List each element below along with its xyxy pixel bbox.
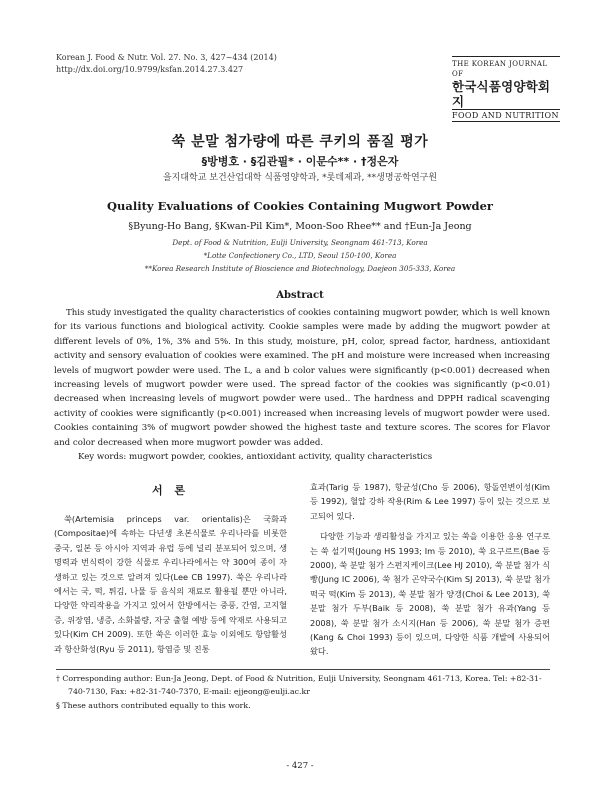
brand-en-top: THE KOREAN JOURNAL OF	[452, 60, 548, 78]
brand-bottom-rule	[452, 121, 560, 122]
keywords: Key words: mugwort powder, cookies, antioxidant activity, quality characteristics	[78, 452, 433, 463]
journal-brand	[452, 56, 560, 122]
authors-english: §Byung-Ho Bang, §Kwan-Pil Kim*, Moon-Soo Rhee** and †Eun-Ja Jeong	[128, 221, 472, 232]
journal-reference	[56, 52, 277, 76]
body-column-right	[310, 480, 550, 659]
brand-en-bottom: FOOD AND NUTRITION	[452, 111, 559, 120]
footnote-divider	[56, 669, 550, 670]
footnote-corresponding-author: † Corresponding author: Eun-Ja Jeong, Dept. of Food & Nutrition, Eulji University, Seongnam 461-713, Korea. Tel: +82-31-	[56, 674, 542, 683]
intro-paragraph-2: 다양한 기능과 생리활성을 가지고 있는 쑥을 이용한 응용 연구로는 쑥 설기떡(Joung HS 1993; Im 등 2010), 쑥 요구르트(Bae 등 2000), 쑥 분말 첨가 스펀지케이크(Lee HJ 2010), 쑥 분말 첨가 식빵(Jung IC 2006), 쑥 첨가 곤약국수(Kim SJ 2013), 쑥 분말 첨가 떡국 떡(Kim 등 2013), 쑥 분말 첨가 양갱(Choi & Lee 2013), 쑥 분말 첨가 두부(Baik 등 2008), 쑥 분말 첨가 유과(Yang 등 2008), 쑥 분말 첨가 소시지(Han 등 2006), 쑥 분말 첨가 증편(Kang & Choi 1993) 등이 있으며, 다양한 식품 개발에 사용되어 왔다.	[310, 531, 551, 657]
brand-ko: 한국식품영양학회지	[452, 79, 551, 109]
affiliation-english-1: Dept. of Food & Nutrition, Eulji University, Seongnam 461-713, Korea	[172, 238, 428, 247]
authors-korean: §방병호 · §김관필* · 이문수** · †정은자	[201, 155, 399, 168]
intro-paragraph-1: 쑥(Artemisia princeps var. orientalis)은 국화과(Compositae)에 속하는 다년생 초본식물로 우리나라를 비롯한 중국, 일본 등 아시아 지역과 유럽 등에 널리 분포되어 있으며, 생명력과 번식력이 강한 식물로 우리나라에서는 약 300여 종이 자생하고 있는 것으로 알려져 있다(Lee CB 1997). 쑥은 우리나라에서는 국, 떡, 튀김, 나물 등 음식의 재료로 활용될 뿐만 아니라, 다양한 약리작용을 가지고 있어서 한방에서는 중풍, 간염, 고지혈증, 위장염, 냉증, 소화불량, 자궁 출혈 예방 등에 약재로 사용되고 있다(Kim CH 2009). 또한 쑥은 이러한 효능 이외에도 항암활성과 항산화성(Ryu 등 2011), 항염증 및 진통	[54, 514, 287, 654]
footnote-contact: 740-7130, Fax: +82-31-740-7370, E-mail: ejjeong@eulji.ac.kr	[68, 687, 310, 697]
paper-title-english: Quality Evaluations of Cookies Containing Mugwort Powder	[107, 199, 493, 213]
body-column-left	[54, 512, 287, 656]
paper-title-korean: 쑥 분말 첨가량에 따른 쿠키의 품질 평가	[171, 134, 429, 150]
journal-citation: Korean J. Food & Nutr. Vol. 27. No. 3, 427~434 (2014)	[56, 53, 277, 62]
page-number: - 427 -	[286, 761, 314, 771]
intro-paragraph-1-continued: 효과(Tarig 등 1987), 항균성(Cho 등 2006), 항돌연변이성(Kim 등 1992), 혈압 강하 작용(Rim & Lee 1997) 등이 있는 것으로 보고되어 있다.	[310, 482, 550, 521]
abstract	[54, 306, 550, 464]
section-heading-introduction: 서 론	[151, 484, 190, 497]
affiliation-korean: 을지대학교 보건산업대학 식품영양학과, *롯데제과, **생명공학연구원	[162, 173, 438, 183]
doi-link[interactable]: http://dx.doi.org/10.9799/ksfan.2014.27.3.427	[56, 65, 244, 74]
footnote-equal-contribution: § These authors contributed equally to this work.	[56, 700, 251, 710]
affiliation-english-2: *Lotte Confectionery Co., LTD, Seoul 150-100, Korea	[203, 251, 397, 260]
footnotes	[56, 672, 550, 712]
affiliation-english-3: **Korea Research Institute of Bioscience and Biotechnology, Daejeon 305-333, Korea	[144, 264, 456, 273]
abstract-body: This study investigated the quality characteristics of cookies containing mugwort powder, which is well known for its various functions and biological activity. Cookie samples were made by adding the mugwort powder at different levels of 0%, 1%, 3% and 5%. In this study, moisture, pH, color, spread factor, hardness, antioxidant activity and sensory evaluation of cookies were examined. The pH and moisture were increased when increasing levels of mugwort powder were used. The L, a and b color values were significantly (p<0.001) decreased when increasing levels of mugwort powder were used. The spread factor of the cookies was significantly (p<0.01) decreased when increasing levels of mugwort powder were used.. The hardness and DPPH radical scavenging activity of cookies were significantly (p<0.001) increased when increasing levels of mugwort powder were used. Cookies containing 3% of mugwort powder showed the highest taste and texture scores. The scores for Flavor and color decreased when more mugwort powder was added.	[54, 308, 550, 448]
brand-top-rule	[452, 56, 560, 57]
abstract-heading: Abstract	[276, 290, 324, 301]
